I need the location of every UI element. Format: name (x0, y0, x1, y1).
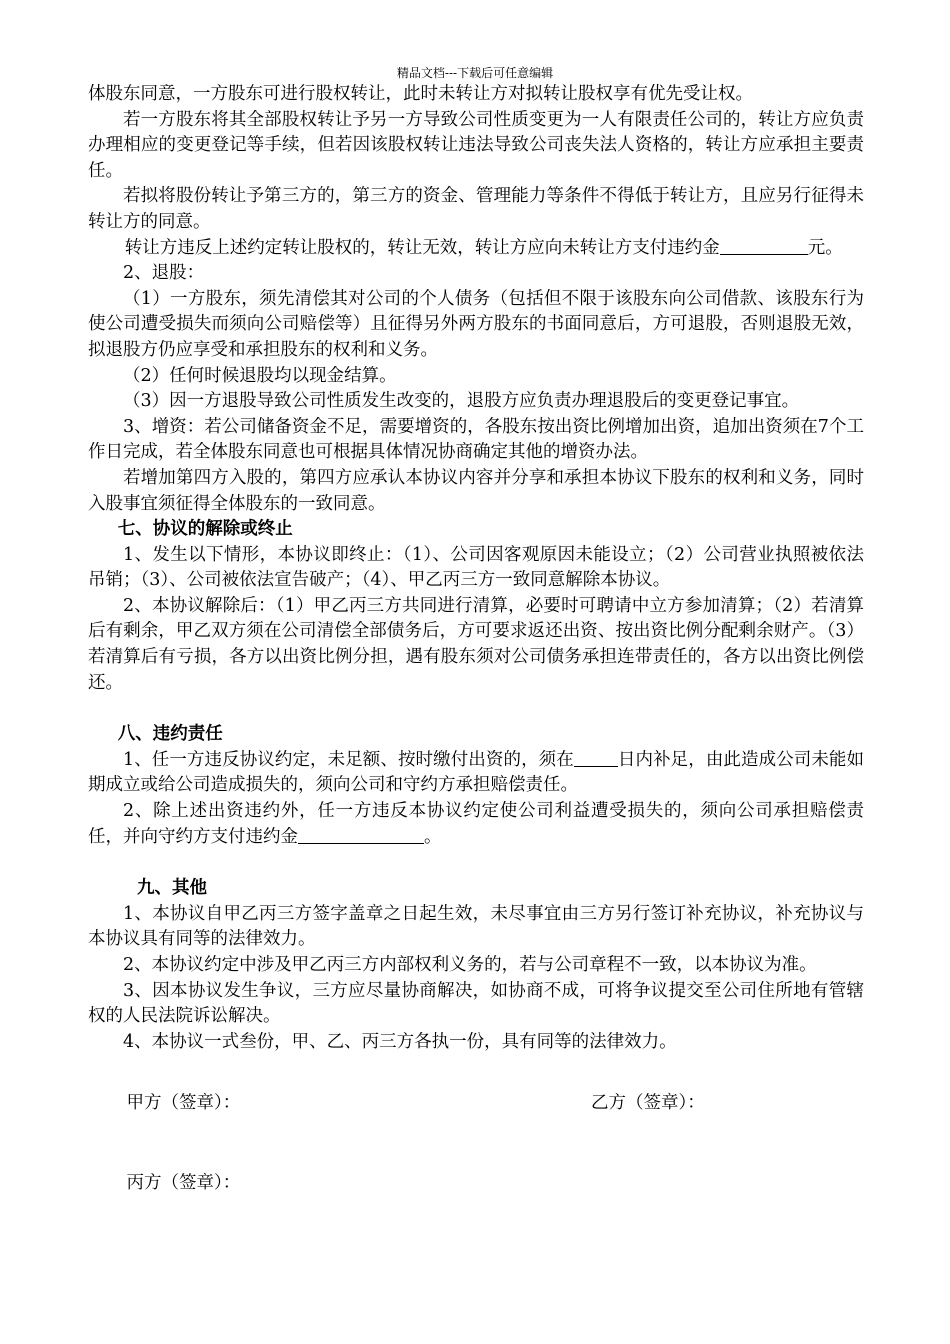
section-item: 2、退股： (123, 263, 205, 284)
paragraph (88, 236, 864, 262)
section-heading: 七、协议的解除或终止 (117, 519, 293, 540)
paragraph: 1、发生以下情形，本协议即终止：（1）、公司因客观原因未能设立；（2）公司营业执照被依法吊销；（3）、公司被依法宣告破产；（4）、甲乙丙三方一致同意解除本协议。 (88, 544, 864, 591)
blank-line (720, 236, 808, 255)
paragraph-text: 元。 (807, 237, 843, 258)
paragraph: 2、本协议约定中涉及甲乙丙三方内部权利义务的，若与公司章程不一致，以本协议为准。 (123, 955, 817, 975)
blank-line (574, 748, 618, 767)
paragraph: 体股东同意，一方股东可进行股权转让，此时未转让方对拟转让股权享有优先受让权。 (88, 84, 753, 104)
paragraph: 若拟将股份转让予第三方的，第三方的资金、管理能力等条件不得低于转让方，且应另行征得未转让方的同意。 (88, 186, 864, 232)
paragraph: （1）一方股东，须先清偿其对公司的个人债务（包括但不限于该股东向公司借款、该股东行为使公司遭受损失而须向公司赔偿等）且征得另外两方股东的书面同意后，方可退股，否则退股无效，拟退股方仍应享受和承担股东的权利和义务。 (88, 288, 864, 360)
section-heading: 八、违约责任 (117, 724, 223, 745)
paragraph: 1、本协议自甲乙丙三方签字盖章之日起生效，未尽事宜由三方另行签订补充协议，补充协议与本协议具有同等的法律效力。 (88, 903, 864, 950)
paragraph (88, 748, 864, 799)
signature-row (88, 1091, 864, 1117)
signature-row (88, 1171, 864, 1197)
blank-line (298, 825, 424, 844)
paragraph: 若增加第四方入股的，第四方应承认本协议内容并分享和承担本协议下股东的权利和义务，同时入股事宜须征得全体股东的一致同意。 (88, 467, 864, 514)
paragraph-text: 1、任一方违反协议约定，未足额、按时缴付出资的，须在 (123, 749, 574, 770)
paragraph-text: 2、除上述出资违约外，任一方违反本协议约定使公司利益遭受损失的，须向公司承担赔偿责任，并向守约方支付违约金 (88, 801, 864, 847)
party-b-signature: 乙方（签章）： (591, 1093, 705, 1114)
section-heading: 九、其他 (137, 878, 207, 899)
paragraph: 2、本协议解除后：（1）甲乙丙三方共同进行清算，必要时可聘请中立方参加清算；（2）若清算后有剩余，甲乙双方须在公司清偿全部债务后，方可要求返还出资、按出资比例分配剩余财产。（3）若清算后有亏损，各方以出资比例分担，遇有股东须对公司债务承担连带责任的，各方以出资比例偿还。 (88, 595, 864, 693)
party-a-signature: 甲方（签章）： (126, 1093, 241, 1114)
paragraph: （2）任何时候退股均以现金结算。 (123, 365, 397, 386)
paragraph-text: 日内补足，由此造成公司未能如期成立或给公司造成损失的，须向公司和守约方承担赔偿责任。 (88, 749, 865, 796)
page-header: 精品文档---下载后可任意编辑 (396, 66, 554, 80)
paragraph: 4、本协议一式叁份，甲、乙、丙三方各执一份，具有同等的法律效力。 (123, 1031, 677, 1052)
paragraph: 3、因本协议发生争议，三方应尽量协商解决，如协商不成，可将争议提交至公司住所地有管辖权的人民法院诉讼解决。 (88, 980, 864, 1027)
paragraph-text: 转让方违反上述约定转让股权的，转让无效，转让方应向未转让方支付违约金 (124, 237, 720, 258)
paragraph-text: 。 (424, 826, 442, 847)
paragraph (88, 799, 864, 850)
paragraph: 若一方股东将其全部股权转让予另一方导致公司性质变更为一人有限责任公司的，转让方应负责办理相应的变更登记等手续，但若因该股权转让违法导致公司丧失法人资格的，转让方应承担主要责任。 (88, 109, 864, 181)
paragraph: （3）因一方退股导致公司性质发生改变的，退股方应负责办理退股后的变更登记事宜。 (123, 391, 800, 412)
party-c-signature: 丙方（签章）： (126, 1173, 241, 1194)
document-body (88, 82, 864, 1197)
paragraph: 3、增资：若公司储备资金不足，需要增资的，各股东按出资比例增加出资，追加出资须在7个工作日完成，若全体股东同意也可根据具体情况协商确定其他的增资办法。 (88, 416, 864, 463)
